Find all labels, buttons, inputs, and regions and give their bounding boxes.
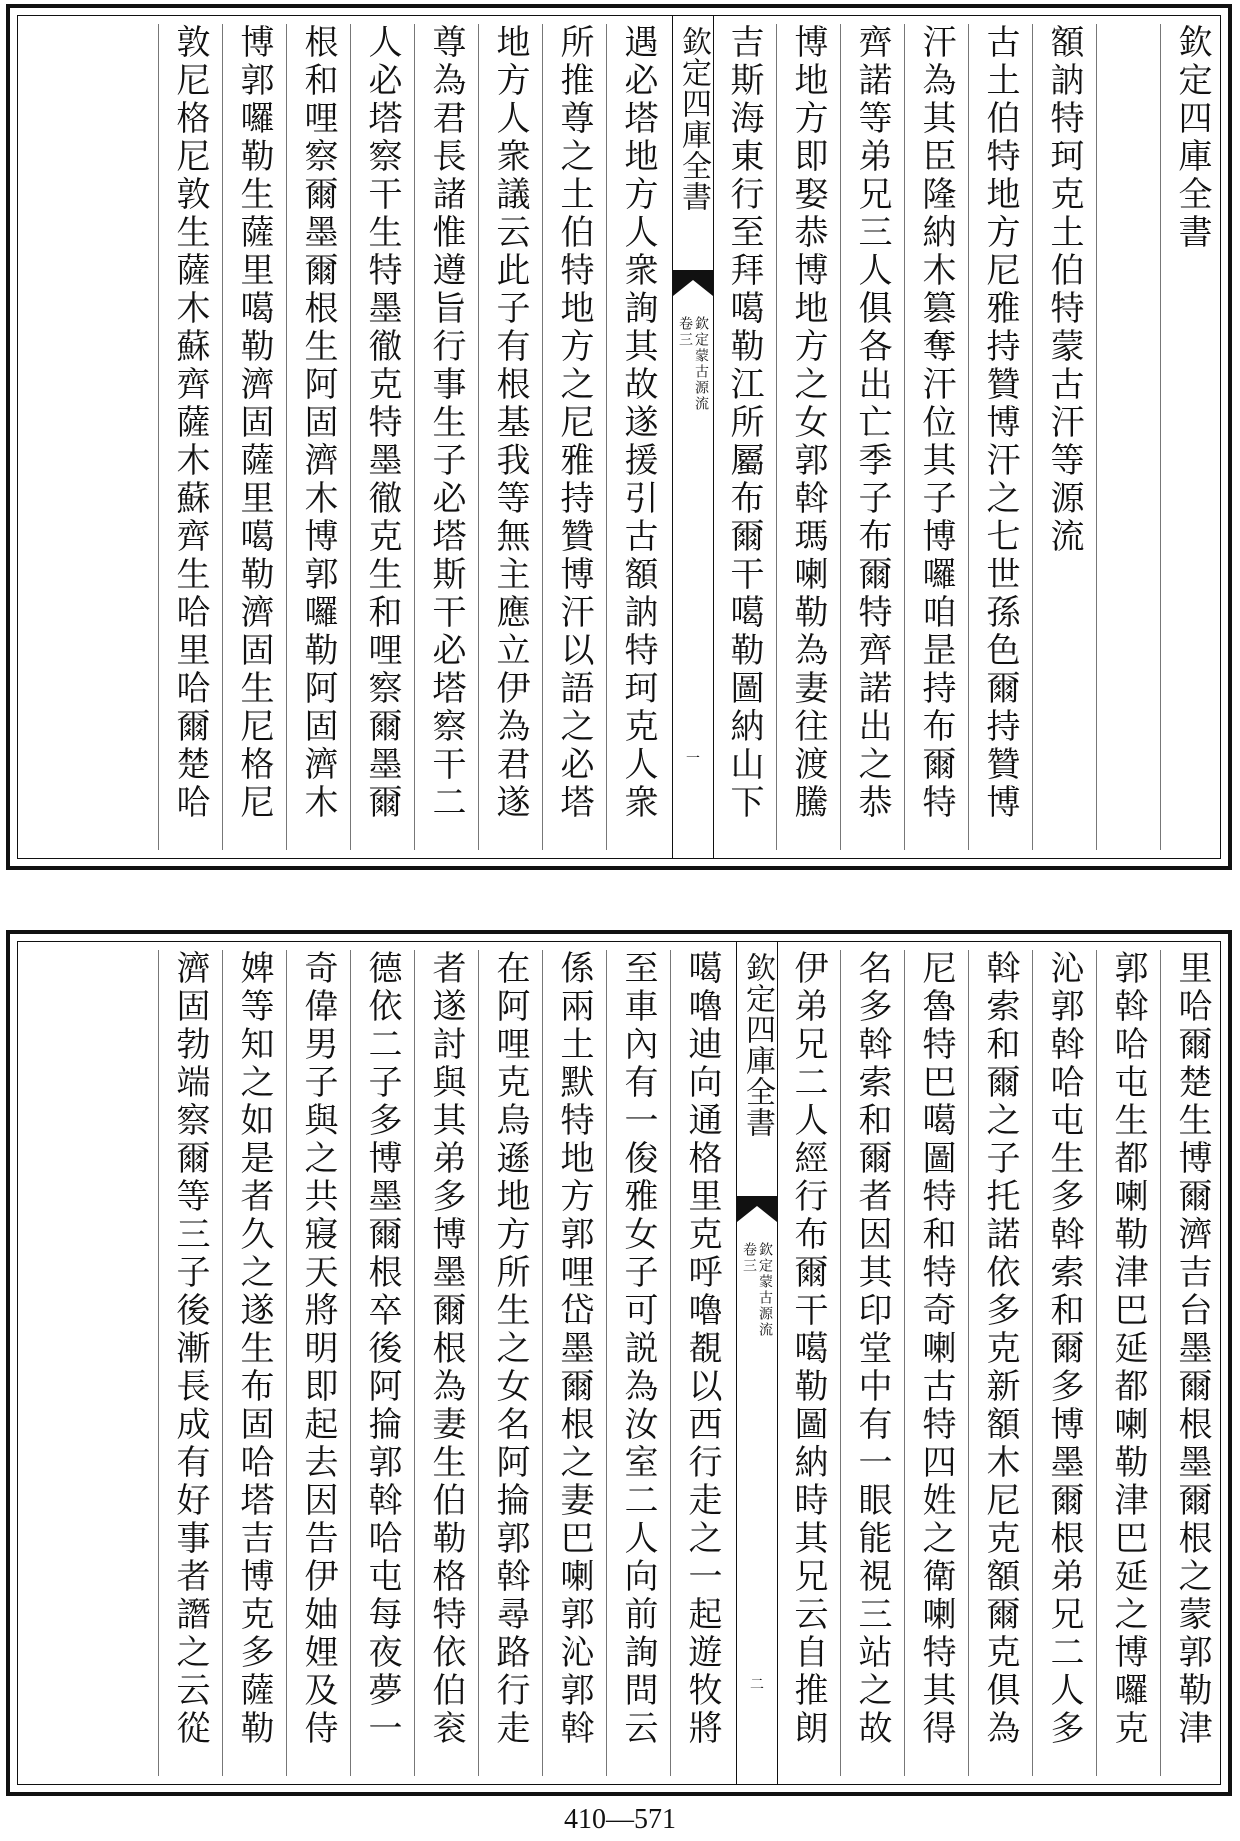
top-text-column: 所推尊之土伯特地方之尼雅持贊博汗以語之必塔: [554, 24, 594, 822]
top-text-column: [1096, 24, 1160, 850]
bottom-text-column: 名多斡索和爾者因其印堂中有一眼能視三站之故: [852, 950, 892, 1748]
bottom-column-rule: [158, 950, 159, 1776]
bottom-text-column: 奇偉男子與之共寢天將明即起去因告伊妯娌及侍: [298, 950, 338, 1748]
top-text-column: 吉斯海東行至拜噶勒江所屬布爾干噶勒圖納山下: [724, 24, 764, 822]
bottom-column-rule: [904, 950, 905, 1776]
top-column-rule: [478, 24, 479, 850]
bottom-text-column: 斡索和爾之子托諾依多克新額木尼克額爾克俱為: [980, 950, 1020, 1748]
top-text-column: 欽定四庫全書: [1172, 24, 1212, 252]
bottom-text-column: 係兩土默特地方郭哩岱墨爾根之妻巴喇郭沁郭斡: [554, 950, 594, 1748]
top-column-rule: [606, 24, 607, 850]
bottom-column-rule: [414, 950, 415, 1776]
bottom-text-column: 婢等知之如是者久之遂生布固哈塔吉博克多薩勒: [234, 950, 274, 1748]
top-page-text-area: [17, 15, 1221, 859]
bottom-text-column: 濟固勃端察爾等三子後漸長成有好事者譖之云從: [170, 950, 210, 1748]
top-column-rule: [1032, 24, 1033, 850]
top-text-column: 博地方即娶恭博地方之女郭斡瑪喇勒為妻往渡騰: [788, 24, 828, 822]
bottom-column-rule: [840, 950, 841, 1776]
footer-page-number: 410—571: [564, 1804, 676, 1835]
bottom-text-column: 伊弟兄二人經行布爾干噶勒圖納時其兄云自推朗: [788, 950, 828, 1748]
top-fold-book-name: 欽定蒙古源流: [693, 316, 709, 412]
top-column-rule: [350, 24, 351, 850]
top-column-rule: [968, 24, 969, 850]
bottom-text-column: 噶嚕迪向通格里克呼嚕覩以西行走之一起遊牧將: [682, 950, 722, 1748]
top-text-column: 遇必塔地方人衆詢其故遂援引古額訥特珂克人衆: [618, 24, 658, 822]
top-column-rule: [542, 24, 543, 850]
top-column-rule: [1096, 24, 1097, 850]
top-text-column: 博郭囉勒生薩里噶勒濟固薩里噶勒濟固生尼格尼: [234, 24, 274, 822]
top-text-column: 人必塔察干生特墨徹克特墨徹克生和哩察爾墨爾: [362, 24, 402, 822]
top-text-column: 根和哩察爾墨爾根生阿固濟木博郭囉勒阿固濟木: [298, 24, 338, 822]
top-text-column: 汗為其臣隆納木篡奪汗位其子博囉咱昰持布爾特: [916, 24, 956, 822]
top-fold-title: 欽定四庫全書: [676, 26, 711, 212]
bottom-column-rule: [606, 950, 607, 1776]
bottom-column-rule: [1032, 950, 1033, 1776]
top-text-column: 額訥特珂克土伯特蒙古汗等源流: [1044, 24, 1084, 556]
bottom-page-frame: [6, 930, 1232, 1796]
bottom-text-column: 至車內有一俊雅女子可説為汝室二人向前詢問云: [618, 950, 658, 1748]
bottom-fold-page-number: 二: [750, 1677, 764, 1693]
bottom-fold-book-name: 欽定蒙古源流: [757, 1242, 773, 1338]
bottom-text-column: 里哈爾楚生博爾濟吉台墨爾根墨爾根之蒙郭勒津: [1172, 950, 1212, 1748]
bottom-text-column: 尼魯特巴噶圖特和特奇喇古特四姓之衛喇特其得: [916, 950, 956, 1748]
fishtail-mark-icon: [673, 270, 713, 296]
bottom-text-column: 在阿哩克烏遜地方所生之女名阿掄郭斡尋路行走: [490, 950, 530, 1748]
bottom-column-rule: [1096, 950, 1097, 1776]
top-column-rule: [222, 24, 223, 850]
bottom-column-rule: [286, 950, 287, 1776]
bottom-text-column: 德依二子多博墨爾根卒後阿掄郭斡哈屯每夜夢一: [362, 950, 402, 1748]
top-column-rule: [904, 24, 905, 850]
top-column-rule: [840, 24, 841, 850]
top-text-column: 齊諾等弟兄三人俱各出亡季子布爾特齊諾出之恭: [852, 24, 892, 822]
bottom-fold-volume: 卷三: [741, 1242, 757, 1274]
top-fold-margin: [672, 16, 714, 858]
top-text-column: 敦尼格尼敦生薩木蘇齊薩木蘇齊生哈里哈爾楚哈: [170, 24, 210, 822]
bottom-text-column: 者遂討與其弟多博墨爾根為妻生伯勒格特依伯衮: [426, 950, 466, 1748]
top-fold-volume: 卷三: [677, 316, 693, 348]
bottom-page-text-area: [17, 941, 1221, 1785]
bottom-fold-subtitle: [741, 1242, 773, 1338]
bottom-column-rule: [542, 950, 543, 1776]
top-text-column: 古土伯特地方尼雅持贊博汗之七世孫色爾持贊博: [980, 24, 1020, 822]
top-text-column: 尊為君長諸惟遵旨行事生子必塔斯干必塔察干二: [426, 24, 466, 822]
top-text-column: 地方人衆議云此子有根基我等無主應立伊為君遂: [490, 24, 530, 822]
top-column-rule: [776, 24, 777, 850]
bottom-text-column: 郭斡哈屯生都喇勒津巴延都喇勒津巴延之博囉克: [1108, 950, 1148, 1748]
bottom-column-rule: [350, 950, 351, 1776]
bottom-column-rule: [1160, 950, 1161, 1776]
top-column-rule: [286, 24, 287, 850]
top-fold-page-number: 一: [686, 751, 700, 767]
top-page-frame: [6, 4, 1232, 870]
bottom-column-rule: [968, 950, 969, 1776]
bottom-text-column: 沁郭斡哈屯生多斡索和爾多博墨爾根弟兄二人多: [1044, 950, 1084, 1748]
fishtail-mark-icon: [737, 1196, 777, 1222]
top-column-rule: [414, 24, 415, 850]
top-column-rule: [158, 24, 159, 850]
bottom-fold-title: 欽定四庫全書: [740, 952, 775, 1138]
bottom-column-rule: [478, 950, 479, 1776]
top-fold-subtitle: [677, 316, 709, 412]
top-column-rule: [1160, 24, 1161, 850]
bottom-fold-margin: [736, 942, 778, 1784]
bottom-column-rule: [222, 950, 223, 1776]
bottom-column-rule: [670, 950, 671, 1776]
